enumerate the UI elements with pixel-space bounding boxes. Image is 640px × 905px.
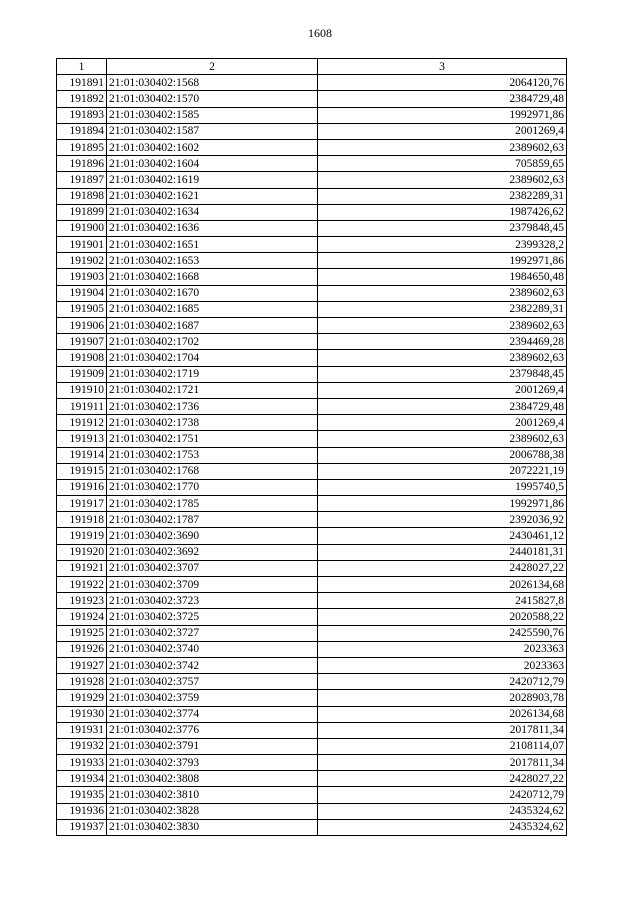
table-row bbox=[57, 172, 567, 188]
row-number-cell: 191923 bbox=[57, 593, 107, 609]
cadastral-number-cell: 21:01:030402:3690 bbox=[107, 528, 318, 544]
row-number-cell: 191933 bbox=[57, 755, 107, 771]
table-row bbox=[57, 156, 567, 172]
value-cell: 2435324,62 bbox=[318, 803, 567, 819]
value-cell: 2017811,34 bbox=[318, 722, 567, 738]
row-number-cell: 191891 bbox=[57, 75, 107, 91]
value-cell: 2001269,4 bbox=[318, 123, 567, 139]
row-number-cell: 191925 bbox=[57, 625, 107, 641]
table-row bbox=[57, 819, 567, 835]
registry-table bbox=[56, 58, 567, 836]
table-row bbox=[57, 690, 567, 706]
column-header-3: 3 bbox=[318, 59, 567, 75]
cadastral-number-cell: 21:01:030402:1736 bbox=[107, 398, 318, 414]
cadastral-number-cell: 21:01:030402:3830 bbox=[107, 819, 318, 835]
value-cell: 2394469,28 bbox=[318, 334, 567, 350]
row-number-cell: 191903 bbox=[57, 269, 107, 285]
row-number-cell: 191936 bbox=[57, 803, 107, 819]
cadastral-number-cell: 21:01:030402:3759 bbox=[107, 690, 318, 706]
cadastral-number-cell: 21:01:030402:1785 bbox=[107, 496, 318, 512]
cadastral-number-cell: 21:01:030402:3757 bbox=[107, 674, 318, 690]
table-row bbox=[57, 334, 567, 350]
row-number-cell: 191902 bbox=[57, 253, 107, 269]
cadastral-number-cell: 21:01:030402:1719 bbox=[107, 366, 318, 382]
table-row bbox=[57, 237, 567, 253]
value-cell: 2379848,45 bbox=[318, 220, 567, 236]
row-number-cell: 191929 bbox=[57, 690, 107, 706]
row-number-cell: 191907 bbox=[57, 334, 107, 350]
cadastral-number-cell: 21:01:030402:3707 bbox=[107, 560, 318, 576]
row-number-cell: 191935 bbox=[57, 787, 107, 803]
row-number-cell: 191896 bbox=[57, 156, 107, 172]
row-number-cell: 191924 bbox=[57, 609, 107, 625]
table-row bbox=[57, 269, 567, 285]
cadastral-number-cell: 21:01:030402:3709 bbox=[107, 577, 318, 593]
value-cell: 1992971,86 bbox=[318, 496, 567, 512]
row-number-cell: 191928 bbox=[57, 674, 107, 690]
value-cell: 2108114,07 bbox=[318, 738, 567, 754]
value-cell: 2006788,38 bbox=[318, 447, 567, 463]
value-cell: 2389602,63 bbox=[318, 431, 567, 447]
value-cell: 2001269,4 bbox=[318, 382, 567, 398]
value-cell: 1992971,86 bbox=[318, 107, 567, 123]
table-row bbox=[57, 447, 567, 463]
row-number-cell: 191912 bbox=[57, 415, 107, 431]
value-cell: 2382289,31 bbox=[318, 188, 567, 204]
table-row bbox=[57, 318, 567, 334]
row-number-cell: 191900 bbox=[57, 220, 107, 236]
table-row bbox=[57, 382, 567, 398]
row-number-cell: 191913 bbox=[57, 431, 107, 447]
cadastral-number-cell: 21:01:030402:3793 bbox=[107, 755, 318, 771]
cadastral-number-cell: 21:01:030402:1585 bbox=[107, 107, 318, 123]
column-header-2: 2 bbox=[107, 59, 318, 75]
value-cell: 2026134,68 bbox=[318, 577, 567, 593]
row-number-cell: 191905 bbox=[57, 301, 107, 317]
table-row bbox=[57, 528, 567, 544]
value-cell: 2430461,12 bbox=[318, 528, 567, 544]
table-row bbox=[57, 722, 567, 738]
value-cell: 2064120,76 bbox=[318, 75, 567, 91]
value-cell: 2389602,63 bbox=[318, 172, 567, 188]
cadastral-number-cell: 21:01:030402:3810 bbox=[107, 787, 318, 803]
value-cell: 1987426,62 bbox=[318, 204, 567, 220]
value-cell: 2379848,45 bbox=[318, 366, 567, 382]
row-number-cell: 191898 bbox=[57, 188, 107, 204]
cadastral-number-cell: 21:01:030402:1653 bbox=[107, 253, 318, 269]
value-cell: 2017811,34 bbox=[318, 755, 567, 771]
row-number-cell: 191899 bbox=[57, 204, 107, 220]
table-row bbox=[57, 787, 567, 803]
table-row bbox=[57, 803, 567, 819]
table-row bbox=[57, 139, 567, 155]
value-cell: 2392036,92 bbox=[318, 512, 567, 528]
table-row bbox=[57, 755, 567, 771]
table-row bbox=[57, 463, 567, 479]
table-row bbox=[57, 641, 567, 657]
value-cell: 1992971,86 bbox=[318, 253, 567, 269]
value-cell: 2026134,68 bbox=[318, 706, 567, 722]
cadastral-number-cell: 21:01:030402:1753 bbox=[107, 447, 318, 463]
value-cell: 2028903,78 bbox=[318, 690, 567, 706]
row-number-cell: 191897 bbox=[57, 172, 107, 188]
value-cell: 2420712,79 bbox=[318, 787, 567, 803]
cadastral-number-cell: 21:01:030402:1738 bbox=[107, 415, 318, 431]
table-row bbox=[57, 253, 567, 269]
table-row bbox=[57, 593, 567, 609]
cadastral-number-cell: 21:01:030402:1602 bbox=[107, 139, 318, 155]
row-number-cell: 191895 bbox=[57, 139, 107, 155]
row-number-cell: 191914 bbox=[57, 447, 107, 463]
cadastral-number-cell: 21:01:030402:1687 bbox=[107, 318, 318, 334]
value-cell: 2415827,8 bbox=[318, 593, 567, 609]
row-number-cell: 191918 bbox=[57, 512, 107, 528]
row-number-cell: 191930 bbox=[57, 706, 107, 722]
cadastral-number-cell: 21:01:030402:1768 bbox=[107, 463, 318, 479]
table-row bbox=[57, 366, 567, 382]
row-number-cell: 191921 bbox=[57, 560, 107, 576]
cadastral-number-cell: 21:01:030402:3828 bbox=[107, 803, 318, 819]
row-number-cell: 191909 bbox=[57, 366, 107, 382]
cadastral-number-cell: 21:01:030402:1568 bbox=[107, 75, 318, 91]
value-cell: 2020588,22 bbox=[318, 609, 567, 625]
cadastral-number-cell: 21:01:030402:3808 bbox=[107, 771, 318, 787]
row-number-cell: 191893 bbox=[57, 107, 107, 123]
cadastral-number-cell: 21:01:030402:1702 bbox=[107, 334, 318, 350]
cadastral-number-cell: 21:01:030402:3774 bbox=[107, 706, 318, 722]
value-cell: 2435324,62 bbox=[318, 819, 567, 835]
row-number-cell: 191937 bbox=[57, 819, 107, 835]
table-row bbox=[57, 91, 567, 107]
table-row bbox=[57, 204, 567, 220]
table-row bbox=[57, 285, 567, 301]
value-cell: 705859,65 bbox=[318, 156, 567, 172]
value-cell: 2425590,76 bbox=[318, 625, 567, 641]
cadastral-number-cell: 21:01:030402:1685 bbox=[107, 301, 318, 317]
table-row bbox=[57, 512, 567, 528]
cadastral-number-cell: 21:01:030402:1668 bbox=[107, 269, 318, 285]
cadastral-number-cell: 21:01:030402:1587 bbox=[107, 123, 318, 139]
table-body bbox=[57, 75, 567, 836]
value-cell: 2428027,22 bbox=[318, 560, 567, 576]
cadastral-number-cell: 21:01:030402:1621 bbox=[107, 188, 318, 204]
table-header bbox=[57, 59, 567, 75]
cadastral-number-cell: 21:01:030402:3727 bbox=[107, 625, 318, 641]
row-number-cell: 191934 bbox=[57, 771, 107, 787]
cadastral-number-cell: 21:01:030402:3742 bbox=[107, 657, 318, 673]
cadastral-number-cell: 21:01:030402:1619 bbox=[107, 172, 318, 188]
cadastral-number-cell: 21:01:030402:3776 bbox=[107, 722, 318, 738]
table-row bbox=[57, 577, 567, 593]
cadastral-number-cell: 21:01:030402:1604 bbox=[107, 156, 318, 172]
table-row bbox=[57, 123, 567, 139]
cadastral-number-cell: 21:01:030402:1570 bbox=[107, 91, 318, 107]
value-cell: 2382289,31 bbox=[318, 301, 567, 317]
value-cell: 2428027,22 bbox=[318, 771, 567, 787]
row-number-cell: 191920 bbox=[57, 544, 107, 560]
value-cell: 2389602,63 bbox=[318, 139, 567, 155]
cadastral-number-cell: 21:01:030402:3723 bbox=[107, 593, 318, 609]
cadastral-number-cell: 21:01:030402:1751 bbox=[107, 431, 318, 447]
table-row bbox=[57, 350, 567, 366]
value-cell: 2399328,2 bbox=[318, 237, 567, 253]
row-number-cell: 191932 bbox=[57, 738, 107, 754]
column-header-1: 1 bbox=[57, 59, 107, 75]
table-row bbox=[57, 674, 567, 690]
value-cell: 2384729,48 bbox=[318, 398, 567, 414]
row-number-cell: 191919 bbox=[57, 528, 107, 544]
row-number-cell: 191915 bbox=[57, 463, 107, 479]
table-row bbox=[57, 398, 567, 414]
cadastral-number-cell: 21:01:030402:1636 bbox=[107, 220, 318, 236]
row-number-cell: 191926 bbox=[57, 641, 107, 657]
cadastral-number-cell: 21:01:030402:3692 bbox=[107, 544, 318, 560]
table-row bbox=[57, 560, 567, 576]
cadastral-number-cell: 21:01:030402:1651 bbox=[107, 237, 318, 253]
row-number-cell: 191911 bbox=[57, 398, 107, 414]
value-cell: 2001269,4 bbox=[318, 415, 567, 431]
cadastral-number-cell: 21:01:030402:1634 bbox=[107, 204, 318, 220]
table-row bbox=[57, 544, 567, 560]
row-number-cell: 191908 bbox=[57, 350, 107, 366]
value-cell: 2072221,19 bbox=[318, 463, 567, 479]
table-row bbox=[57, 301, 567, 317]
table-row bbox=[57, 188, 567, 204]
table-row bbox=[57, 738, 567, 754]
table-row bbox=[57, 431, 567, 447]
value-cell: 2440181,31 bbox=[318, 544, 567, 560]
value-cell: 2023363 bbox=[318, 641, 567, 657]
value-cell: 2384729,48 bbox=[318, 91, 567, 107]
table-row bbox=[57, 496, 567, 512]
row-number-cell: 191931 bbox=[57, 722, 107, 738]
row-number-cell: 191927 bbox=[57, 657, 107, 673]
cadastral-number-cell: 21:01:030402:1787 bbox=[107, 512, 318, 528]
cadastral-number-cell: 21:01:030402:3740 bbox=[107, 641, 318, 657]
value-cell: 2389602,63 bbox=[318, 350, 567, 366]
cadastral-number-cell: 21:01:030402:1770 bbox=[107, 479, 318, 495]
table-row bbox=[57, 706, 567, 722]
cadastral-number-cell: 21:01:030402:1704 bbox=[107, 350, 318, 366]
table-row bbox=[57, 657, 567, 673]
value-cell: 2023363 bbox=[318, 657, 567, 673]
row-number-cell: 191910 bbox=[57, 382, 107, 398]
row-number-cell: 191894 bbox=[57, 123, 107, 139]
table-row bbox=[57, 220, 567, 236]
row-number-cell: 191922 bbox=[57, 577, 107, 593]
table-row bbox=[57, 415, 567, 431]
row-number-cell: 191901 bbox=[57, 237, 107, 253]
table-row bbox=[57, 479, 567, 495]
value-cell: 2389602,63 bbox=[318, 285, 567, 301]
value-cell: 2389602,63 bbox=[318, 318, 567, 334]
table-row bbox=[57, 771, 567, 787]
table-row bbox=[57, 75, 567, 91]
table-row bbox=[57, 625, 567, 641]
cadastral-number-cell: 21:01:030402:1670 bbox=[107, 285, 318, 301]
row-number-cell: 191906 bbox=[57, 318, 107, 334]
value-cell: 2420712,79 bbox=[318, 674, 567, 690]
row-number-cell: 191916 bbox=[57, 479, 107, 495]
header-row bbox=[57, 59, 567, 75]
page-number: 1608 bbox=[308, 26, 332, 40]
table-row bbox=[57, 609, 567, 625]
row-number-cell: 191892 bbox=[57, 91, 107, 107]
cadastral-number-cell: 21:01:030402:3725 bbox=[107, 609, 318, 625]
row-number-cell: 191904 bbox=[57, 285, 107, 301]
row-number-cell: 191917 bbox=[57, 496, 107, 512]
value-cell: 1995740,5 bbox=[318, 479, 567, 495]
value-cell: 1984650,48 bbox=[318, 269, 567, 285]
table-row bbox=[57, 107, 567, 123]
cadastral-number-cell: 21:01:030402:1721 bbox=[107, 382, 318, 398]
cadastral-number-cell: 21:01:030402:3791 bbox=[107, 738, 318, 754]
